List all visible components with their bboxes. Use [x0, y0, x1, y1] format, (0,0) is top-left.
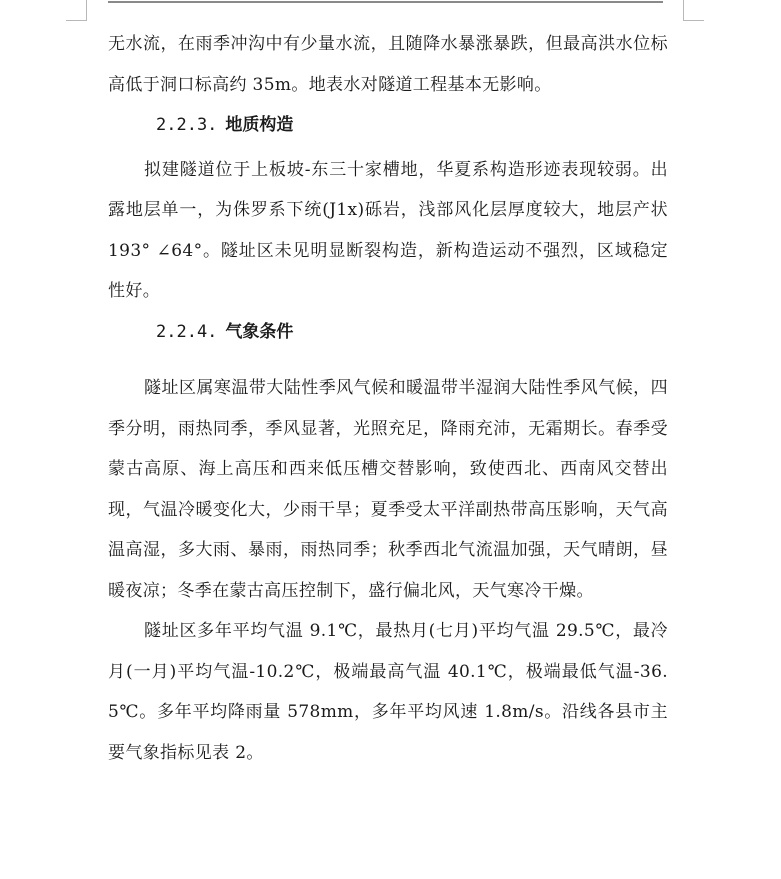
section-title: 气象条件 — [225, 321, 294, 342]
body-paragraph-geology: 拟建隧道位于上板坡-东三十家槽地，华夏系构造形迹表现较弱。出露地层单一，为侏罗系下统(J1x)砾岩，浅部风化层厚度较大，地层产状 193° ∠64°。隧址区未见明显断裂构造，新构造运动不强烈，区域稳定性好。 — [108, 159, 668, 301]
section-number: 2.2.3. — [156, 115, 218, 135]
body-paragraph-continued: 无水流，在雨季冲沟中有少量水流，且随降水暴涨暴跌，但最高洪水位标高低于洞口标高约 35m。地表水对隧道工程基本无影响。 — [108, 34, 668, 95]
crop-mark-left — [86, 0, 87, 20]
body-paragraph-climate: 隧址区属寒温带大陆性季风气候和暖温带半湿润大陆性季风气候，四季分明，雨热同季，季风显著，光照充足，降雨充沛，无霜期长。春季受蒙古高原、海上高压和西来低压槽交替影响，致使西北、西南风交替出现，气温冷暖变化大，少雨干旱；夏季受太平洋副热带高压影响，天气高温高湿，多大雨、暴雨，雨热同季；秋季西北气流温加强，天气晴朗，昼暖夜凉；冬季在蒙古高压控制下，盛行偏北风，天气寒冷干燥。 — [108, 378, 668, 601]
crop-mark-right-horizontal — [683, 20, 704, 21]
section-heading-geology — [108, 105, 668, 146]
section-heading-climate — [108, 312, 668, 353]
document-body — [108, 24, 668, 773]
section-title: 地质构造 — [225, 115, 294, 135]
crop-mark-right — [683, 0, 684, 20]
body-paragraph-climate-stats: 隧址区多年平均气温 9.1℃，最热月(七月)平均气温 29.5℃，最冷月(一月)平均气温-10.2℃，极端最高气温 40.1℃，极端最低气温-36.5℃。多年平均降雨量 578mm，多年平均风速 1.8m/s。沿线各县市主要气象指标见表 2。 — [108, 621, 668, 763]
crop-mark-left-horizontal — [66, 20, 87, 21]
section-number: 2.2.4. — [156, 321, 218, 342]
header-rule — [108, 1, 663, 3]
